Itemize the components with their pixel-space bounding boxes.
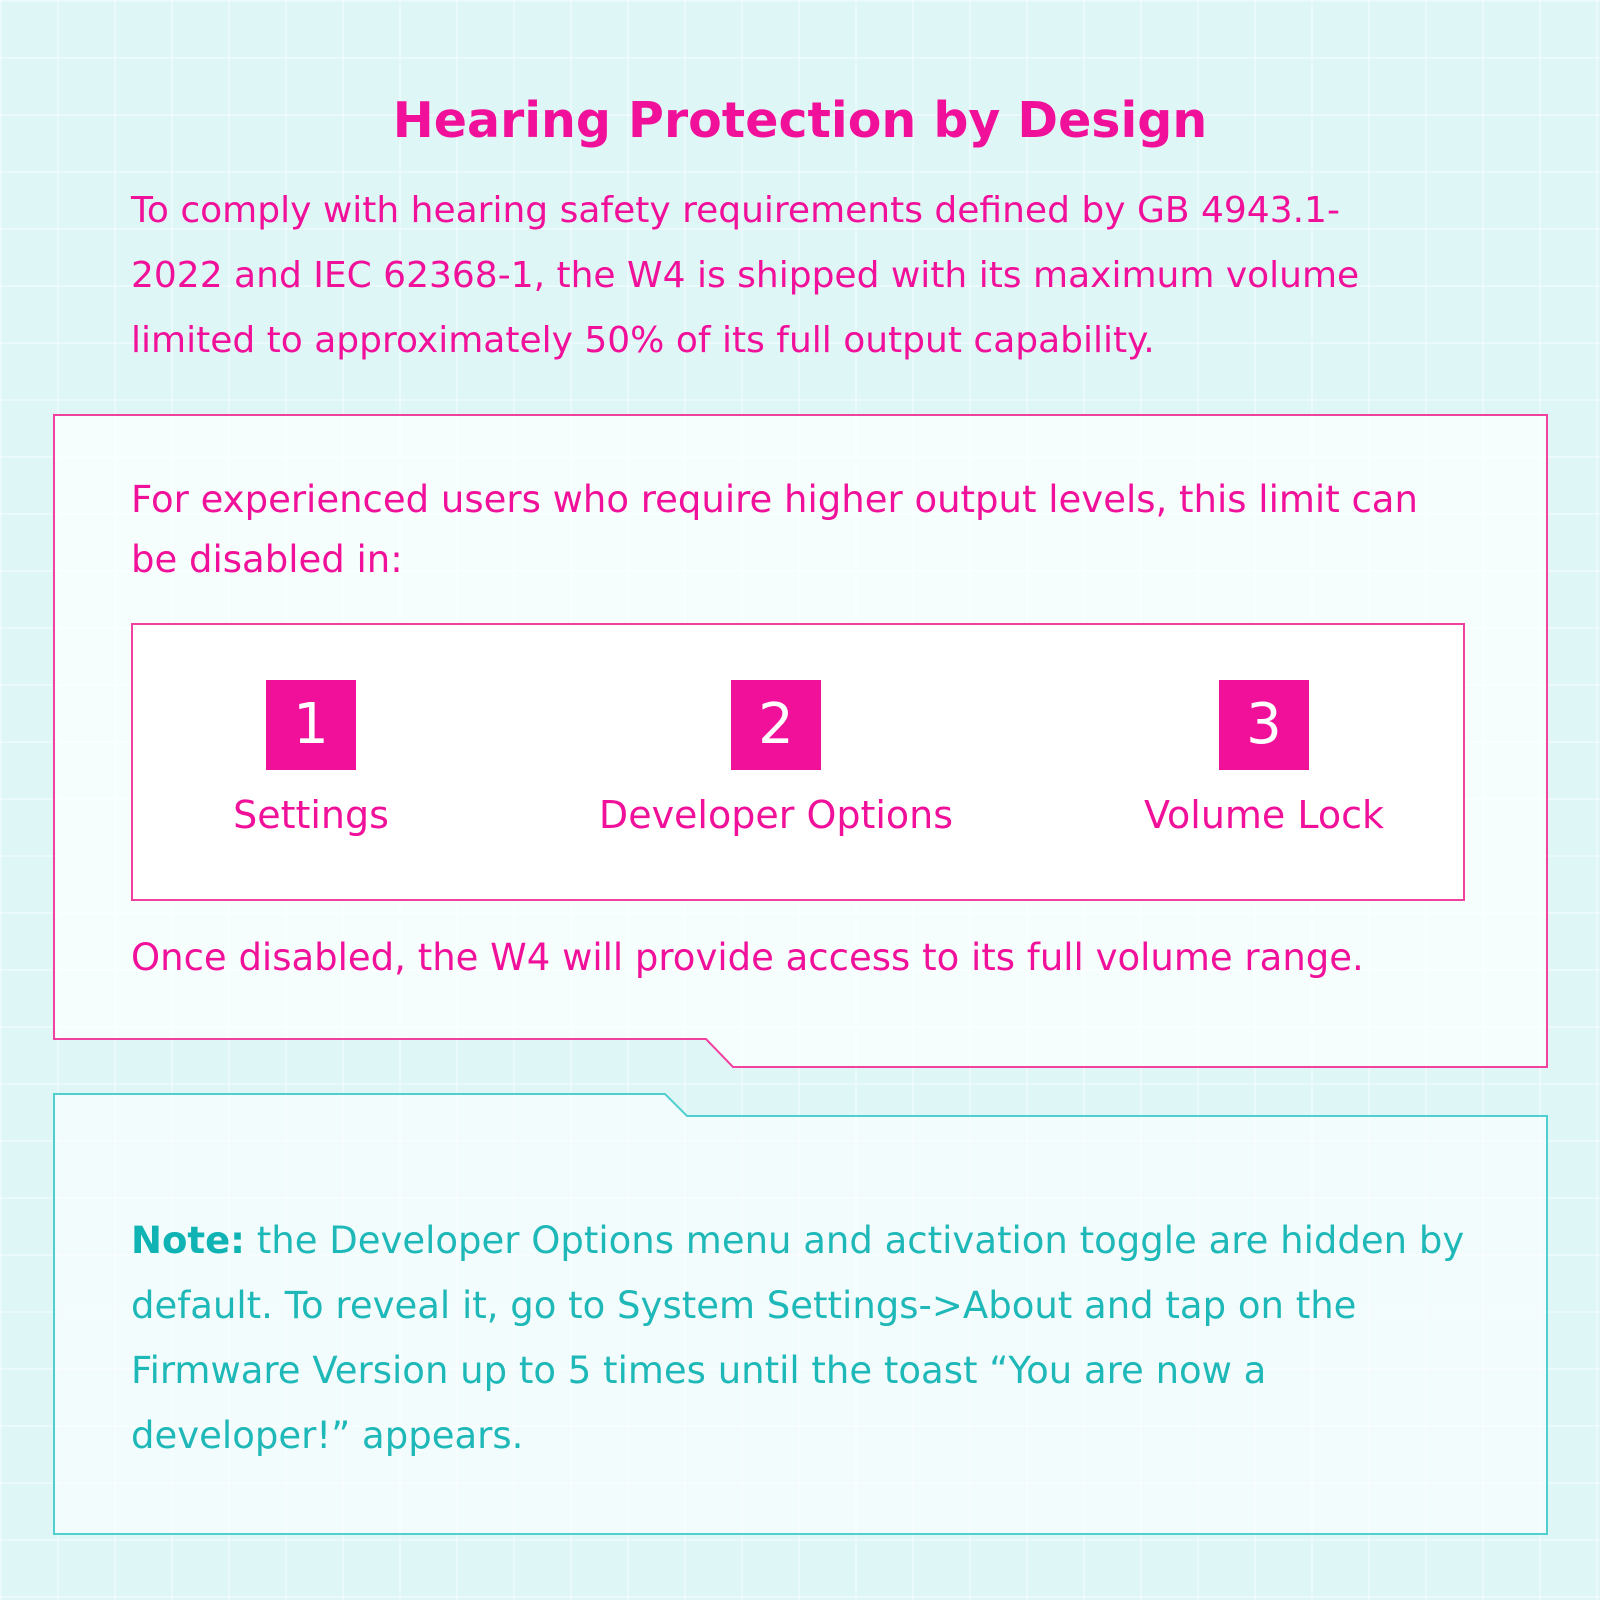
note-panel: [53, 1093, 1548, 1536]
unlock-closing-text: Once disabled, the W4 will provide access to its full volume range.: [131, 936, 1364, 979]
unlock-panel: [53, 414, 1548, 1069]
page-title: Hearing Protection by Design: [392, 92, 1208, 149]
intro-paragraph: To comply with hearing safety requirements defined by GB 4943.1-2022 and IEC 62368-1, the W4 is shipped with its maximum volume limited to approximately 50% of its full output capability.: [131, 190, 1360, 361]
note-body: the Developer Options menu and activation toggle are hidden by default. To reveal it, go to System Settings->About and tap on the Firmware Version up to 5 times until the toast “You are now a developer!” appears.: [131, 1219, 1465, 1457]
note-label: Note:: [131, 1219, 245, 1262]
step-number-badge: 3: [1219, 680, 1309, 770]
note-text: [131, 1208, 1471, 1468]
unlock-lead-text: For experienced users who require higher output levels, this limit can be disabled in:: [131, 478, 1418, 581]
step-number-badge: 2: [731, 680, 821, 770]
step-label-volume-lock: Volume Lock: [1143, 793, 1385, 837]
step-number-badge: 1: [266, 680, 356, 770]
step-label-developer-options: Developer Options: [598, 793, 954, 837]
steps-box: [131, 623, 1465, 901]
step-label-settings: Settings: [233, 793, 389, 837]
